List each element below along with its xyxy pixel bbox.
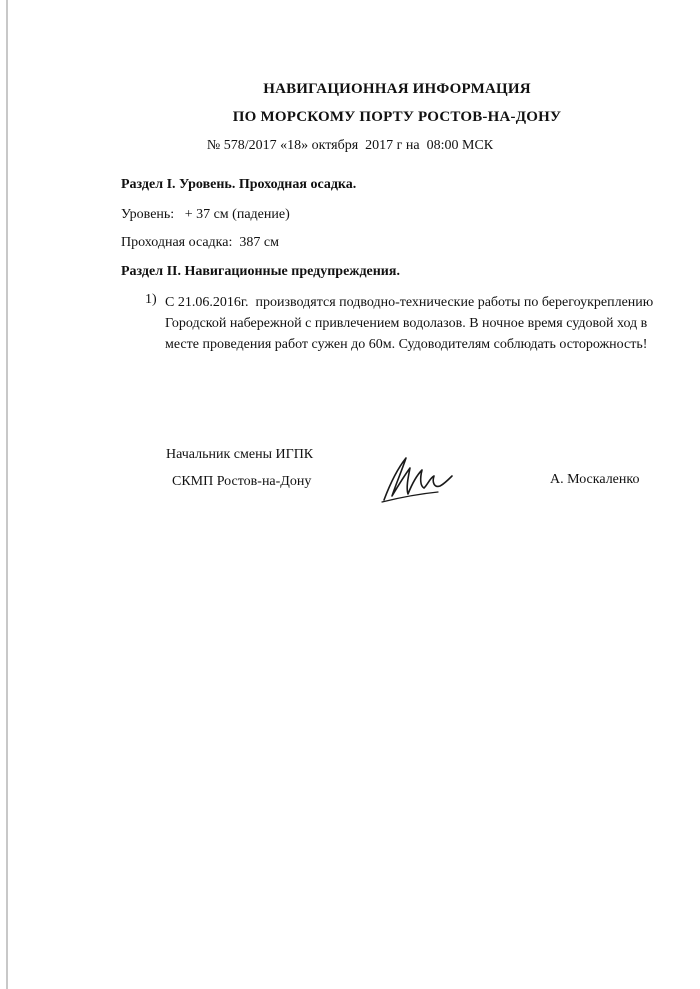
signatory-name: А. Москаленко xyxy=(550,472,640,487)
handwritten-signature xyxy=(378,454,458,504)
warning-number: 1) xyxy=(145,292,157,307)
signatory-role-line-1: Начальник смены ИГПК xyxy=(166,447,314,462)
issue-line xyxy=(0,138,700,154)
issue-number-date-time: № 578/2017 «18» октября 2017 г на 08:00 МСК xyxy=(206,138,494,153)
document-subtitle: ПО МОРСКОМУ ПОРТУ РОСТОВ-НА-ДОНУ xyxy=(232,109,562,125)
section-1-heading: Раздел I. Уровень. Проходная осадка. xyxy=(121,177,357,192)
passage-draft-line: Проходная осадка: 387 см xyxy=(121,235,279,250)
warning-text-line: Городской набережной с привлечением водолазов. В ночное время судовой ход в xyxy=(165,316,648,331)
water-level-line: Уровень: + 37 см (падение) xyxy=(121,207,290,222)
warning-text-line: С 21.06.2016г. производятся подводно-технические работы по берегоукреплению xyxy=(165,295,654,310)
section-2-heading: Раздел II. Навигационные предупреждения. xyxy=(121,264,400,279)
document-title: НАВИГАЦИОННАЯ ИНФОРМАЦИЯ xyxy=(263,81,531,97)
warning-text xyxy=(165,292,685,355)
warning-text-line: месте проведения работ сужен до 60м. Судоводителям соблюдать осторожность! xyxy=(165,337,648,352)
signatory-role-line-2: СКМП Ростов-на-Дону xyxy=(172,474,312,489)
